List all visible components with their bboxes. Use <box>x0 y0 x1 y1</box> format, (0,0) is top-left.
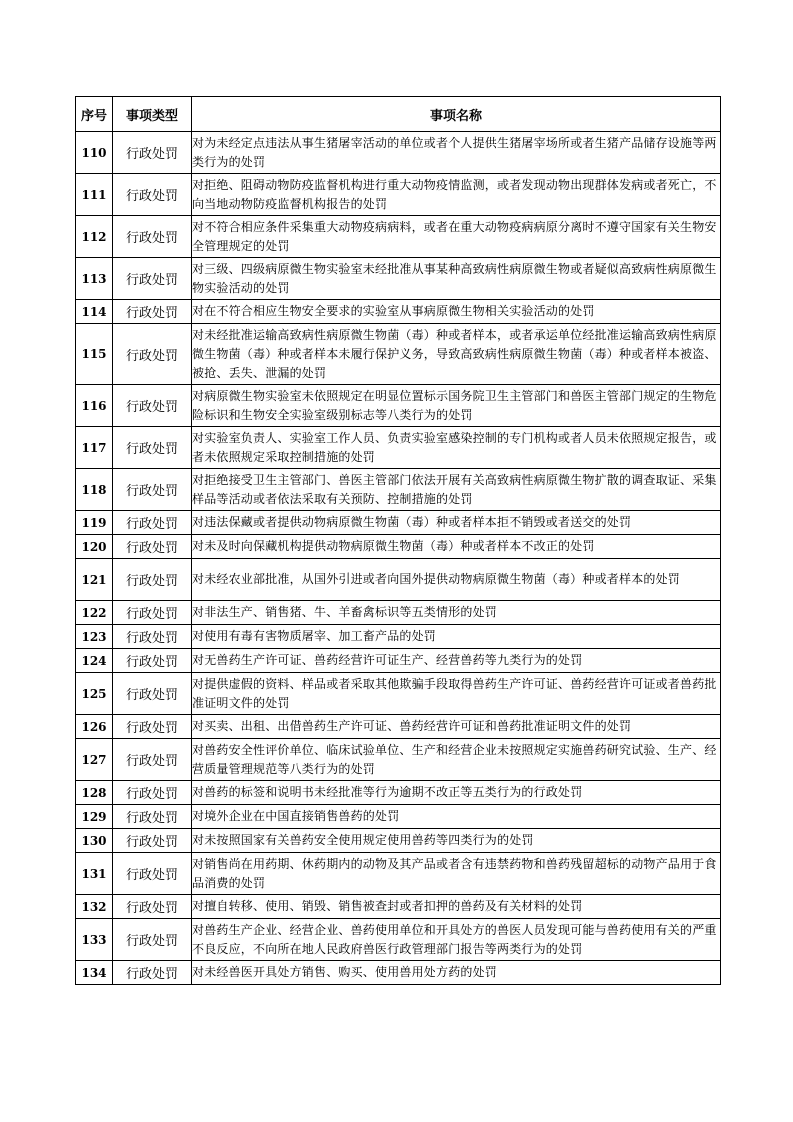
row-type: 行政处罚 <box>113 258 192 300</box>
row-number: 124 <box>76 649 113 673</box>
row-type: 行政处罚 <box>113 739 192 781</box>
header-row <box>76 97 721 132</box>
table-row <box>76 649 721 673</box>
row-number: 133 <box>76 919 113 961</box>
row-name: 对拒绝、阻碍动物防疫监督机构进行重大动物疫情监测，或者发现动物出现群体发病或者死亡，不向当地动物防疫监督机构报告的处罚 <box>192 174 721 216</box>
row-name: 对未经兽医开具处方销售、购买、使用兽用处方药的处罚 <box>192 961 721 985</box>
row-name: 对在不符合相应生物安全要求的实验室从事病原微生物相关实验活动的处罚 <box>192 300 721 324</box>
row-name: 对不符合相应条件采集重大动物疫病病料，或者在重大动物疫病病原分离时不遵守国家有关生物安全管理规定的处罚 <box>192 216 721 258</box>
header-index: 序号 <box>76 97 113 132</box>
row-number: 126 <box>76 715 113 739</box>
row-name: 对兽药的标签和说明书未经批准等行为逾期不改正等五类行为的行政处罚 <box>192 781 721 805</box>
table-row <box>76 739 721 781</box>
row-type: 行政处罚 <box>113 895 192 919</box>
row-type: 行政处罚 <box>113 649 192 673</box>
row-type: 行政处罚 <box>113 601 192 625</box>
row-name: 对兽药生产企业、经营企业、兽药使用单位和开具处方的兽医人员发现可能与兽药使用有关的严重不良反应，不向所在地人民政府兽医行政管理部门报告等两类行为的处罚 <box>192 919 721 961</box>
row-name: 对买卖、出租、出借兽药生产许可证、兽药经营许可证和兽药批准证明文件的处罚 <box>192 715 721 739</box>
matters-table <box>75 96 721 985</box>
row-type: 行政处罚 <box>113 511 192 535</box>
row-name: 对未按照国家有关兽药安全使用规定使用兽药等四类行为的处罚 <box>192 829 721 853</box>
row-name: 对违法保藏或者提供动物病原微生物菌（毒）种或者样本拒不销毁或者送交的处罚 <box>192 511 721 535</box>
table-row <box>76 385 721 427</box>
row-type: 行政处罚 <box>113 559 192 601</box>
header-name: 事项名称 <box>192 97 721 132</box>
table-row <box>76 511 721 535</box>
row-name: 对兽药安全性评价单位、临床试验单位、生产和经营企业未按照规定实施兽药研究试验、生产、经营质量管理规范等八类行为的处罚 <box>192 739 721 781</box>
table-row <box>76 469 721 511</box>
table-body <box>76 132 721 985</box>
table-row <box>76 673 721 715</box>
row-type: 行政处罚 <box>113 132 192 174</box>
row-type: 行政处罚 <box>113 781 192 805</box>
row-name: 对非法生产、销售猪、牛、羊畜禽标识等五类情形的处罚 <box>192 601 721 625</box>
table-row <box>76 805 721 829</box>
row-name: 对为未经定点违法从事生猪屠宰活动的单位或者个人提供生猪屠宰场所或者生猪产品储存设施等两类行为的处罚 <box>192 132 721 174</box>
row-type: 行政处罚 <box>113 715 192 739</box>
table-row <box>76 715 721 739</box>
row-number: 118 <box>76 469 113 511</box>
header-type: 事项类型 <box>113 97 192 132</box>
table-row <box>76 781 721 805</box>
row-name: 对使用有毒有害物质屠宰、加工畜产品的处罚 <box>192 625 721 649</box>
row-type: 行政处罚 <box>113 673 192 715</box>
row-number: 116 <box>76 385 113 427</box>
row-type: 行政处罚 <box>113 469 192 511</box>
row-type: 行政处罚 <box>113 324 192 385</box>
row-type: 行政处罚 <box>113 535 192 559</box>
row-name: 对实验室负责人、实验室工作人员、负责实验室感染控制的专门机构或者人员未依照规定报告，或者未依照规定采取控制措施的处罚 <box>192 427 721 469</box>
table-row <box>76 132 721 174</box>
table-row <box>76 324 721 385</box>
row-type: 行政处罚 <box>113 174 192 216</box>
row-type: 行政处罚 <box>113 385 192 427</box>
row-name: 对提供虚假的资料、样品或者采取其他欺骗手段取得兽药生产许可证、兽药经营许可证或者兽药批准证明文件的处罚 <box>192 673 721 715</box>
row-number: 122 <box>76 601 113 625</box>
row-type: 行政处罚 <box>113 805 192 829</box>
row-name: 对境外企业在中国直接销售兽药的处罚 <box>192 805 721 829</box>
row-type: 行政处罚 <box>113 216 192 258</box>
row-number: 117 <box>76 427 113 469</box>
row-number: 112 <box>76 216 113 258</box>
row-number: 132 <box>76 895 113 919</box>
row-type: 行政处罚 <box>113 829 192 853</box>
table-row <box>76 601 721 625</box>
table-row <box>76 535 721 559</box>
row-number: 125 <box>76 673 113 715</box>
row-number: 121 <box>76 559 113 601</box>
table-row <box>76 961 721 985</box>
row-name: 对三级、四级病原微生物实验室未经批准从事某种高致病性病原微生物或者疑似高致病性病原微生物实验活动的处罚 <box>192 258 721 300</box>
row-name: 对未及时向保藏机构提供动物病原微生物菌（毒）种或者样本不改正的处罚 <box>192 535 721 559</box>
row-number: 114 <box>76 300 113 324</box>
table-row <box>76 919 721 961</box>
table-row <box>76 216 721 258</box>
table-row <box>76 559 721 601</box>
row-name: 对无兽药生产许可证、兽药经营许可证生产、经营兽药等九类行为的处罚 <box>192 649 721 673</box>
row-type: 行政处罚 <box>113 961 192 985</box>
row-type: 行政处罚 <box>113 919 192 961</box>
table-row <box>76 300 721 324</box>
row-number: 123 <box>76 625 113 649</box>
row-number: 110 <box>76 132 113 174</box>
row-number: 129 <box>76 805 113 829</box>
row-number: 127 <box>76 739 113 781</box>
row-name: 对销售尚在用药期、休药期内的动物及其产品或者含有违禁药物和兽药残留超标的动物产品用于食品消费的处罚 <box>192 853 721 895</box>
row-number: 130 <box>76 829 113 853</box>
row-name: 对拒绝接受卫生主管部门、兽医主管部门依法开展有关高致病性病原微生物扩散的调查取证、采集样品等活动或者依法采取有关预防、控制措施的处罚 <box>192 469 721 511</box>
row-name: 对未经农业部批准，从国外引进或者向国外提供动物病原微生物菌（毒）种或者样本的处罚 <box>192 559 721 601</box>
row-name: 对病原微生物实验室未依照规定在明显位置标示国务院卫生主管部门和兽医主管部门规定的生物危险标识和生物安全实验室级别标志等八类行为的处罚 <box>192 385 721 427</box>
row-name: 对擅自转移、使用、销毁、销售被查封或者扣押的兽药及有关材料的处罚 <box>192 895 721 919</box>
row-name: 对未经批准运输高致病性病原微生物菌（毒）种或者样本，或者承运单位经批准运输高致病性病原微生物菌（毒）种或者样本未履行保护义务，导致高致病性病原微生物菌（毒）种或者样本被盗、被抢、丢失、泄漏的处罚 <box>192 324 721 385</box>
row-type: 行政处罚 <box>113 427 192 469</box>
row-number: 120 <box>76 535 113 559</box>
table-row <box>76 174 721 216</box>
table-row <box>76 829 721 853</box>
row-number: 115 <box>76 324 113 385</box>
table-row <box>76 625 721 649</box>
row-number: 134 <box>76 961 113 985</box>
row-type: 行政处罚 <box>113 853 192 895</box>
row-number: 113 <box>76 258 113 300</box>
table-row <box>76 258 721 300</box>
row-number: 119 <box>76 511 113 535</box>
row-type: 行政处罚 <box>113 625 192 649</box>
table-row <box>76 895 721 919</box>
row-number: 111 <box>76 174 113 216</box>
row-number: 128 <box>76 781 113 805</box>
row-type: 行政处罚 <box>113 300 192 324</box>
row-number: 131 <box>76 853 113 895</box>
table-row <box>76 427 721 469</box>
table-row <box>76 853 721 895</box>
